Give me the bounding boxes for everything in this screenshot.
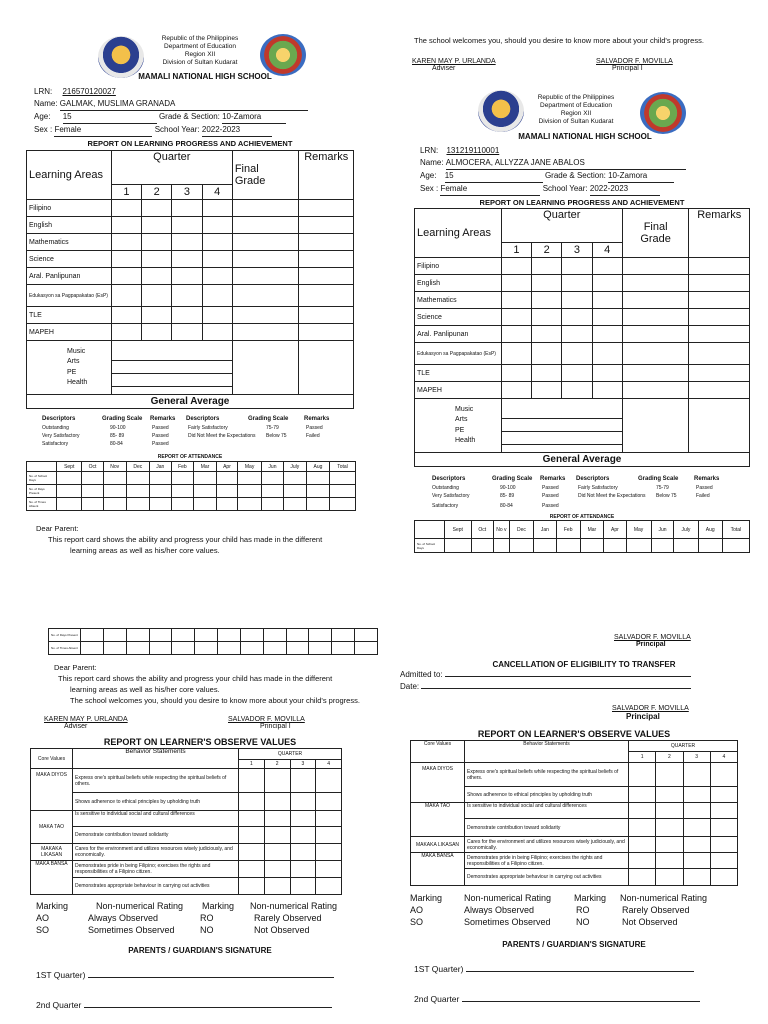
marking-legend: Marking Non-numerical Rating Marking Non-numerical Rating AO Always Observed RO Rarely Observed SO Sometimes Observed NO Not Observed [36,901,338,935]
principal-sig: SALVADOR F. MOVILLA Principal [614,634,691,648]
date-field[interactable]: Date: [400,682,691,691]
school-header: Republic of the Philippines Department of Education Region XII Division of Sultan Kudarat [161,35,239,66]
signature-title: PARENTS / GUARDIAN'S SIGNATURE [502,940,646,949]
values-title: REPORT ON LEARNER'S OBSERVE VALUES [103,737,297,747]
admitted-field[interactable]: Admitted to: [400,670,691,679]
student-info: LRN: 216570120027 Name: GALMAK, MUSLIMA GRANADA Age: 15 Grade & Section: 10-Zamora Sex : Female School Year: 2022-2023 [34,86,308,137]
values-table: Core Values Behavior Statements QUARTER 1 2 3 4 MAKA DIYOS Express one's spiritual beliefs while respecting the spiritual beliefs of others. Shows adherence to ethical principles by upholding truth MAKA TAO Is sensitive to individual social and cultural differences Demonstrate contribution toward solidarity MAKAKA LIKASAN Cares for the environment and utilizes resources wisely judiciously, and economically. MAKA BANSA Demonstrates pride in being Filipino; exercises the rights and responsibilities of a Filipino citizen. Demonstrates appropriate behaviour in carrying out activities [30,748,342,895]
q1-signature: 1ST Quarter) [36,970,334,980]
principal-sig-2: SALVADOR F. MOVILLA Principal [612,705,689,721]
division-seal-icon [260,34,306,76]
welcome-text: The school welcomes you, should you desire to know more about your child's progress. [414,36,704,45]
principal-sig: SALVADOR F. MOVILLA Principal I [228,716,305,730]
attendance-title: REPORT OF ATTENDANCE [549,514,615,520]
report-title: REPORT ON LEARNING PROGRESS AND ACHIEVEMENT [87,139,293,148]
report-title: REPORT ON LEARNING PROGRESS AND ACHIEVEMENT [479,198,685,207]
school-name: MAMALI NATIONAL HIGH SCHOOL [138,72,272,81]
descriptors: Descriptors Grading Scale Remarks Descriptors Grading Scale Remarks Outstanding 90-100 Passed Fairly Satisfactory 75-79 Passed Very Satisfactory 85- 89 Passed Did Not Meet the Expectations Below 75 Failed Satisfactory 80-84 Passed [432,476,720,509]
q2-signature: 2nd Quarter [36,1000,332,1010]
q1-signature: 1ST Quarter) [414,964,694,974]
attendance-table-cont: No. of Days Present No. of Times Absent [48,628,378,655]
attendance-title: REPORT OF ATTENDANCE [157,454,223,460]
cancel-title: CANCELLATION OF ELIGIBILITY TO TRANSFER [492,660,676,669]
dear-parent: Dear Parent: This report card shows the ability and progress your child has made in the different learning areas as well as his/her core values. [36,524,323,555]
attendance-table: Sept Oct Nov Dec Jan Feb Mar Apr May Jun July Aug Total No. of School Days No. of Days Present No. of Times Absent [26,461,356,511]
grades-table: Learning Areas Quarter Final Grade Remarks 1 2 3 4 Filipino English Mathematics Science Aral. Panlipunan Edukasyon sa Pagpapakatao (EsP) TLE MAPEH Music Arts PE Health General Average [414,208,750,467]
adviser-sig: KAREN MAY P. URLANDA Adviser [412,58,496,72]
values-title: REPORT ON LEARNER'S OBSERVE VALUES [477,729,671,739]
grades-table: Learning Areas Quarter Final Grade Remarks 1 2 3 4 Filipino English Mathematics Science Aral. Panlipunan Edukasyon sa Pagpapakatao (EsP) TLE MAPEH Music Arts PE Health General Average [26,150,354,409]
descriptors: Descriptors Grading Scale Remarks Descriptors Grading Scale Remarks Outstanding 90-100 Passed Fairly Satisfactory 75-79 Passed Very Satisfactory 85- 89 Passed Did Not Meet the Expectations Below 75 Failed Satisfactory 80-84 Passed [42,416,330,447]
school-header: Republic of the Philippines Department of Education Region XII Division of Sultan Kudarat [537,94,615,125]
adviser-sig: KAREN MAY P. URLANDA Adviser [44,716,128,730]
school-name: MAMALI NATIONAL HIGH SCHOOL [518,132,652,141]
signature-title: PARENTS / GUARDIAN'S SIGNATURE [128,946,272,955]
student-info: LRN: 131219110001 Name: ALMOCERA, ALLYZZA JANE ABALOS Age: 15 Grade & Section: 10-Zamora Sex : Female School Year: 2022-2023 [420,145,686,196]
attendance-table: Sept Oct No v Dec Jan Feb Mar Apr May Jun July Aug Total No. of School Days [414,520,750,553]
dear-parent: Dear Parent: This report card shows the ability and progress your child has made in the different learning areas as well as his/her core values. The school welcomes you, should you desire to know more about your child's progress. [54,663,360,705]
division-seal-icon [640,92,686,134]
marking-legend: Marking Non-numerical Rating Marking Non-numerical Rating AO Always Observed RO Rarely Observed SO Sometimes Observed NO Not Observed [410,893,708,927]
principal-sig: SALVADOR F. MOVILLA Principal I [596,58,673,72]
q2-signature: 2nd Quarter [414,994,700,1004]
values-table: Core Values Behavior Statements QUARTER 1 2 3 4 MAKA DIYOS Express one's spiritual beliefs while respecting the spiritual beliefs of others. Shows adherence to ethical principles by upholding truth MAKA TAO Is sensitive to individual social and cultural differences Demonstrate contribution toward solidarity MAKAKA LIKASAN Cares for the environment and utilizes resources wisely judiciously, and economically. MAKA BANSA Demonstrates pride in being Filipino; exercises the rights and responsibilities of a Filipino citizen. Demonstrates appropriate behaviour in carrying out activities [410,740,738,886]
